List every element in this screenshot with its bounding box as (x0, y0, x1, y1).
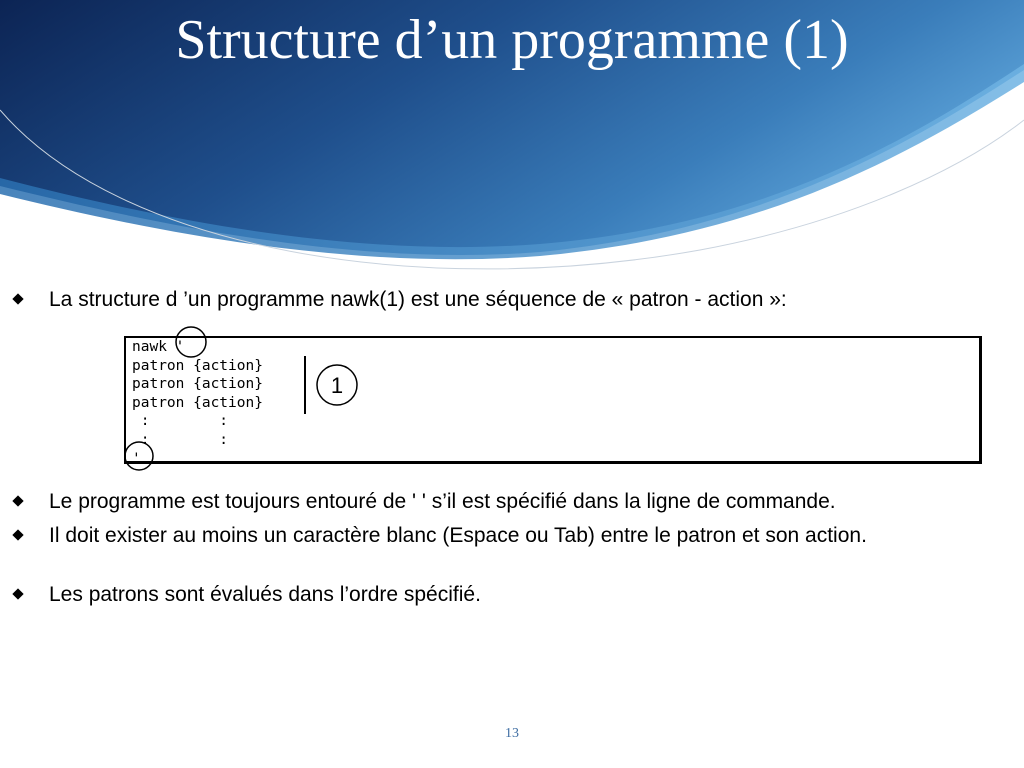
page-number: 13 (505, 726, 519, 741)
bullet-item (14, 524, 974, 548)
code-line: nawk ' (132, 339, 185, 355)
code-line: patron {action} (132, 357, 263, 374)
bullet-text: Il doit exister au moins un caractère blanc (Espace ou Tab) entre le patron et son action. (49, 524, 867, 547)
bullet-text: Le programme est toujours entouré de ' ' s’il est spécifié dans la ligne de commande. (49, 490, 836, 513)
diamond-bullet-icon (12, 529, 23, 540)
code-line: patron {action} (132, 394, 263, 411)
bullet-item (14, 288, 1004, 312)
slide-title: Structure d’un programme (1) (175, 9, 849, 71)
code-example (132, 338, 263, 468)
diamond-bullet-icon (12, 588, 23, 599)
diamond-bullet-icon (12, 293, 23, 304)
code-line: ' (132, 450, 141, 467)
bullet-item (14, 490, 1004, 514)
bullet-item (14, 583, 1004, 607)
code-line: patron {action} (132, 376, 263, 393)
code-line: : : (132, 413, 229, 430)
callout-label: 1 (330, 373, 344, 398)
bullet-text: Les patrons sont évalués dans l’ordre spécifié. (49, 583, 481, 606)
bullet-text: La structure d ’un programme nawk(1) est une séquence de « patron - action »: (49, 288, 787, 311)
diamond-bullet-icon (12, 495, 23, 506)
code-line: : : (132, 431, 229, 448)
